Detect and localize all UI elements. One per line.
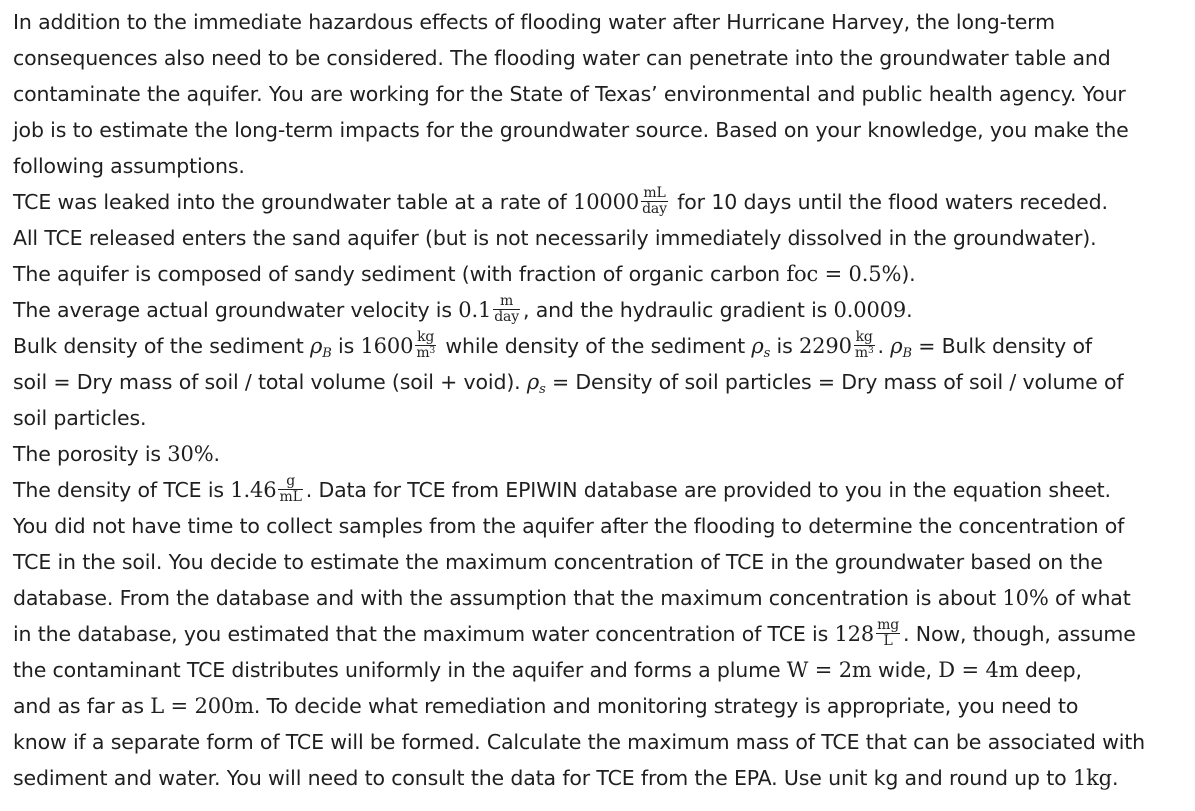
- unit-base: m: [854, 344, 868, 361]
- text-line: contaminate the aquifer. You are working for the State of Texas’ environmental and public health agency. Your: [13, 82, 1126, 106]
- text-line: consequences also need to be considered. The flooding water can penetrate into the groundwater table and: [13, 46, 1111, 70]
- text-span: of what: [1048, 586, 1131, 610]
- bulk-density-unit: [415, 328, 436, 361]
- rho-subscript: s: [763, 346, 771, 361]
- rho-symbol: ρ: [310, 334, 323, 358]
- rho-subscript: B: [322, 346, 332, 361]
- text-span: soil = Dry mass of soil / total volume (soil + void).: [13, 370, 527, 394]
- rho-symbol: ρ: [890, 334, 903, 358]
- foc-value: foc = 0.5%: [786, 262, 902, 286]
- text-span: The density of TCE is: [13, 478, 231, 502]
- text-span: TCE was leaked into the groundwater table at a rate of: [13, 190, 573, 214]
- text-span: The aquifer is composed of sandy sediment (with fraction of organic carbon: [13, 262, 787, 286]
- plume-width: W = 2m: [786, 658, 872, 682]
- text-span: and as far as: [13, 694, 151, 718]
- plume-length: L = 200m: [150, 694, 254, 718]
- porosity-line: [13, 436, 1195, 472]
- text-span: The average actual groundwater velocity is: [13, 298, 459, 322]
- text-span: database. From the database and with the assumption that the maximum concentration is about: [13, 586, 1003, 610]
- text-span: is: [770, 334, 799, 358]
- text-span: .: [877, 334, 891, 358]
- concentration-unit: [876, 616, 900, 649]
- leak-rate-line: [13, 184, 1195, 220]
- text-span: sediment and water. You will need to consult the data for TCE from the EPA. Use unit kg and round up to: [13, 766, 1073, 790]
- text-span: in the database, you estimated that the maximum water concentration of TCE is: [13, 622, 835, 646]
- particle-density-unit: [854, 328, 875, 361]
- rho-symbol: ρ: [751, 334, 764, 358]
- velocity-value: 0.1: [458, 298, 492, 322]
- tce-density-line: [13, 472, 1195, 508]
- text-span: .: [213, 442, 220, 466]
- unit-denominator: day: [494, 308, 519, 325]
- text-line: job is to estimate the long-term impacts for the groundwater source. Based on your knowledge, you make the: [13, 118, 1129, 142]
- unit-numerator: mg: [877, 616, 900, 633]
- unit-exponent: 3: [867, 345, 874, 356]
- text-span: Bulk density of the sediment: [13, 334, 311, 358]
- text-span: deep,: [1018, 658, 1082, 682]
- rho-subscript: s: [539, 382, 546, 397]
- rounding-line: [13, 760, 1195, 796]
- velocity-line: [13, 292, 1195, 328]
- text-span: .: [1111, 766, 1119, 790]
- text-span: = Density of soil particles = Dry mass of soil / volume of: [545, 370, 1124, 394]
- text-span: = Bulk density of: [911, 334, 1092, 358]
- unit-denominator: [415, 346, 436, 360]
- text-span: while density of the sediment: [439, 334, 752, 358]
- text-span: for 10 days until the flood waters receded.: [670, 190, 1108, 214]
- unit-numerator: m: [493, 295, 520, 310]
- porosity-value: 30%: [167, 442, 214, 466]
- text-span: .: [906, 298, 913, 322]
- unit-denominator: mL: [279, 488, 302, 505]
- text-span: ).: [901, 262, 916, 286]
- percent-line: [13, 580, 1195, 616]
- plume-length-line: [13, 688, 1195, 724]
- plume-depth: D = 4m: [938, 658, 1019, 682]
- unit-numerator: mL: [641, 187, 668, 202]
- tce-density-unit: [278, 472, 302, 505]
- text-span: the contaminant TCE distributes uniformly in the aquifer and forms a plume: [13, 658, 787, 682]
- concentration-value: 128: [834, 622, 875, 646]
- text-span: is: [331, 334, 361, 358]
- unit-denominator: [854, 346, 875, 360]
- text-span: , and the hydraulic gradient is: [523, 298, 834, 322]
- velocity-unit: [493, 292, 520, 325]
- gradient-value: 0.0009: [833, 298, 907, 322]
- unit-exponent: 3: [429, 345, 436, 356]
- text-line: following assumptions.: [13, 154, 245, 178]
- rho-subscript: B: [902, 346, 912, 361]
- definition-line: [13, 364, 1195, 400]
- leak-rate-value: 10000: [573, 190, 640, 214]
- unit-denominator: day: [642, 200, 667, 217]
- bulk-density-value: 1600: [360, 334, 414, 358]
- text-line: soil particles.: [13, 406, 147, 430]
- text-line: In addition to the immediate hazardous effects of flooding water after Hurricane Harvey, the long-term: [13, 10, 1055, 34]
- text-span: . To decide what remediation and monitoring strategy is appropriate, you need to: [253, 694, 1079, 718]
- text-span: The porosity is: [13, 442, 168, 466]
- unit-numerator: kg: [855, 328, 873, 345]
- tce-density-value: 1.46: [230, 478, 277, 502]
- text-line: TCE in the soil. You decide to estimate the maximum concentration of TCE in the groundwater based on the: [13, 550, 1103, 574]
- leak-rate-unit: [641, 184, 668, 217]
- unit-base: m: [416, 344, 430, 361]
- unit-denominator: L: [883, 632, 893, 649]
- text-span: . Now, though, assume: [903, 622, 1136, 646]
- text-span: . Data for TCE from EPIWIN database are provided to you in the equation sheet.: [305, 478, 1111, 502]
- unit-numerator: kg: [417, 328, 435, 345]
- particle-density-value: 2290: [798, 334, 852, 358]
- rho-symbol: ρ: [526, 370, 540, 394]
- text-line: know if a separate form of TCE will be formed. Calculate the maximum mass of TCE that can be associated with: [13, 730, 1145, 754]
- density-line: [13, 328, 1195, 364]
- unit-numerator: g: [278, 475, 302, 490]
- foc-line: [13, 256, 1195, 292]
- text-line: You did not have time to collect samples from the aquifer after the flooding to determine the concentration of: [13, 514, 1125, 538]
- plume-line: [13, 652, 1195, 688]
- concentration-line: [13, 616, 1195, 652]
- rounding-value: 1kg: [1072, 766, 1112, 790]
- text-line: All TCE released enters the sand aquifer (but is not necessarily immediately dissolved in the groundwater).: [13, 226, 1097, 250]
- percent-value: 10%: [1002, 586, 1049, 610]
- text-span: wide,: [871, 658, 939, 682]
